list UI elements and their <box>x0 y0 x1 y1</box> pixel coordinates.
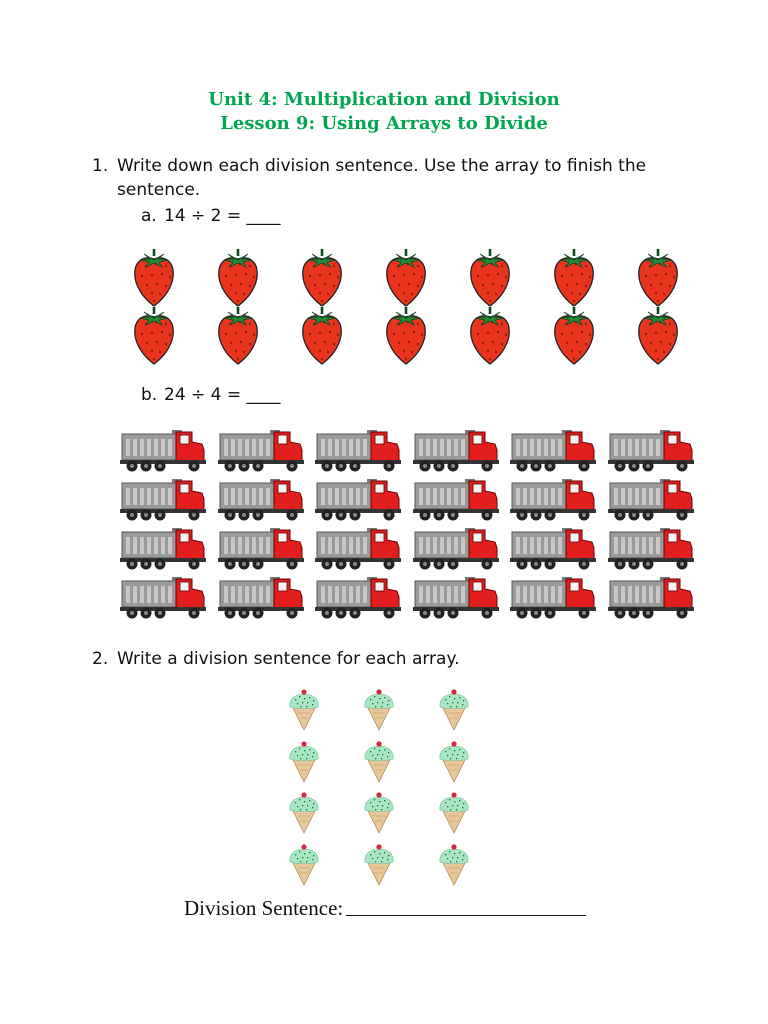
part-b-letter: b. <box>141 385 158 405</box>
strawberry-icon <box>634 248 682 308</box>
strawberry-icon <box>214 248 262 308</box>
part-a-division-sentence: 14 ÷ 2 = ____ <box>164 206 281 226</box>
strawberry-icon <box>466 248 514 308</box>
ice-cream-cone-icon <box>361 740 397 784</box>
strawberry-icon <box>550 306 598 366</box>
ice-cream-cone-icon <box>286 843 322 887</box>
strawberry-array <box>130 248 690 364</box>
ice-cream-cone-icon <box>436 843 472 887</box>
part-a-letter: a. <box>141 206 157 226</box>
ice-cream-cone-icon <box>286 740 322 784</box>
part-b-division-sentence: 24 ÷ 4 = ____ <box>164 385 281 405</box>
dump-truck-icon <box>218 526 306 570</box>
strawberry-icon <box>298 248 346 308</box>
dump-truck-icon <box>510 477 598 521</box>
question-1-text-line-2: sentence. <box>117 180 201 200</box>
dump-truck-icon <box>608 575 696 619</box>
division-sentence-label: Division Sentence: <box>184 896 344 920</box>
strawberry-icon <box>466 306 514 366</box>
dump-truck-icon <box>413 575 501 619</box>
dump-truck-icon <box>120 477 208 521</box>
dump-truck-icon <box>315 575 403 619</box>
strawberry-icon <box>214 306 262 366</box>
strawberry-icon <box>550 248 598 308</box>
dump-truck-icon <box>315 526 403 570</box>
dump-truck-icon <box>608 526 696 570</box>
question-2-number: 2. <box>92 649 109 669</box>
ice-cream-cone-icon <box>436 740 472 784</box>
strawberry-icon <box>130 248 178 308</box>
dump-truck-icon <box>510 575 598 619</box>
dump-truck-icon <box>413 428 501 472</box>
strawberry-icon <box>382 248 430 308</box>
strawberry-icon <box>382 306 430 366</box>
ice-cream-cone-icon <box>436 688 472 732</box>
lesson-title: Lesson 9: Using Arrays to Divide <box>220 113 548 134</box>
dump-truck-icon <box>218 575 306 619</box>
ice-cream-cone-icon <box>361 791 397 835</box>
division-sentence-answer-blank[interactable] <box>346 915 586 916</box>
ice-cream-cone-icon <box>361 688 397 732</box>
dump-truck-icon <box>218 477 306 521</box>
dump-truck-icon <box>510 526 598 570</box>
ice-cream-cone-icon <box>436 791 472 835</box>
dump-truck-icon <box>218 428 306 472</box>
ice-cream-cone-icon <box>286 688 322 732</box>
dump-truck-icon <box>608 477 696 521</box>
strawberry-icon <box>130 306 178 366</box>
dump-truck-icon <box>510 428 598 472</box>
dump-truck-icon <box>120 526 208 570</box>
dump-truck-icon <box>413 477 501 521</box>
ice-cream-cone-icon <box>361 843 397 887</box>
strawberry-icon <box>298 306 346 366</box>
dump-truck-icon <box>120 428 208 472</box>
strawberry-icon <box>634 306 682 366</box>
dump-truck-icon <box>120 575 208 619</box>
question-1-number: 1. <box>92 156 109 176</box>
dump-truck-icon <box>315 428 403 472</box>
question-1-text-line-1: Write down each division sentence. Use the array to finish the <box>117 156 647 176</box>
dump-truck-array <box>120 428 700 628</box>
question-2-text: Write a division sentence for each array. <box>117 649 460 669</box>
dump-truck-icon <box>608 428 696 472</box>
dump-truck-icon <box>413 526 501 570</box>
ice-cream-array <box>286 688 486 884</box>
unit-title: Unit 4: Multiplication and Division <box>208 89 560 110</box>
ice-cream-cone-icon <box>286 791 322 835</box>
dump-truck-icon <box>315 477 403 521</box>
